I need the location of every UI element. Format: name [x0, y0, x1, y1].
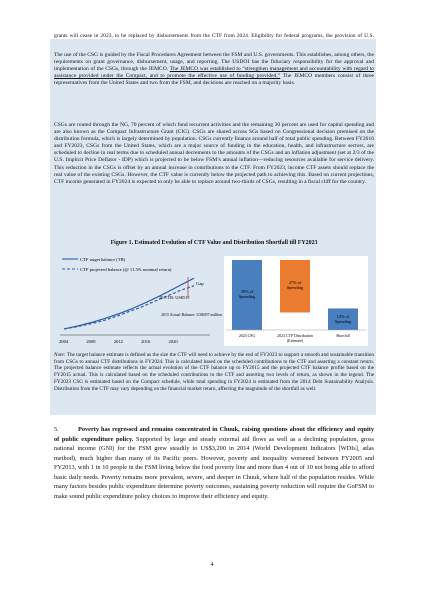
note-text: The target balance estimate is defined as the size the CTF will need to achieve by the end of FY2023 to support a smooth and sustainable transition from CSGs to annual CTF distributions in FY2024. This is calculated based on the scheduled contributions to the CTF and asserting a constant return. The projected balance estimate reflects the actual evolution of the CTF balance up to FY2015 and the projected CTF balance profile based on the FY2015 actual. This is calculated based on the scheduled contributions to the CTF and asserting two levels of return, as shown in the legend. The FY2023 CSG is estimated based on the Compact schedule, while total spending in FY2024 is estimated from the 2014 Debt Sustainability Analysis. Distribution from the CTF may vary depending on the financial market return, affecting the magnitude of the shortfall as well.: [54, 352, 374, 392]
x-tick-label: 2016: [141, 339, 151, 344]
paragraph-fiscal-procedures: [54, 52, 374, 87]
paragraph-grants-cease: grants will cease in 2023, to be replaced by disbursements from the CTF from 2024. Eligibility for federal programs, the provision of U.S.: [54, 33, 374, 39]
x-tick-label: 2008: [86, 339, 96, 344]
target-annotation: 20.5 TB: US$519: [159, 295, 190, 300]
category-label-2024-ctf: 2024 CTF Distribution: [277, 334, 313, 338]
bar-shortfall-label: 12% of: [336, 314, 350, 320]
bar-shortfall-label-2: Spending: [334, 319, 352, 325]
bar-2023-csg-label: 39% of: [240, 289, 254, 294]
legend-target-label: CTF target balance (TB): [80, 257, 126, 262]
bar-2024-ctf-label-2: Spending: [286, 285, 304, 291]
category-label-2024-ctf-2: (Estimate): [286, 339, 304, 343]
section-body: Supported by large and steady external aid flows as well as a declining population, gross national income (GNI) for the FSM grew steadily to US$3,200 in 2014 (World Development Indicators [WDIs], atlas method), much higher than many of its Pacific peers. However, poverty and inequality worsened between FY2005 and FY2013, with 1 in 10 people in the FSM living below the food poverty line and more than 4 out of 10 not being able to afford basic daily needs. Poverty remains more prevalent, severe, and deeper in Chuuk, where half of the population resides. While many factors besides public expenditure determine poverty outcomes, sustaining poverty reduction will require the GoFSM to make sound public expenditure policy choices to improve their efficiency and equity.: [54, 435, 374, 500]
x-tick-label: 2012: [113, 339, 123, 344]
section-heading: Poverty has regressed and remains concentrated in Chuuk, raising questions about the efficiency and equity of public expenditure policy.: [54, 426, 374, 443]
bar-2024-ctf-label: 27% of: [288, 280, 302, 286]
ctf-balance-line-chart: [56, 253, 223, 347]
jemco-quote: The JEMCO was established to “strengthen management and accountability with regard to assistance provided under the Compact, and to promote the effective use of funding provided.”: [54, 66, 374, 80]
legend-projected-label: CTF projected balance (@ 11.5% nominal return): [80, 267, 172, 272]
paragraph-section-5: [54, 425, 374, 501]
page-number: 4: [210, 562, 214, 568]
gap-annotation: Gap: [196, 281, 204, 286]
section-number: 5.: [54, 426, 59, 433]
note-label: Note:: [54, 352, 66, 358]
bar-2023-csg-label-2: Spending: [238, 294, 256, 299]
jemco-members-text: The JEMCO members consist of three representatives from the United States and two from the FSM, and decisions are reached on a majority basis.: [54, 73, 374, 87]
fiscal-procedures-text: The use of the CSG is guided by the Fiscal Procedures Agreement between the FSM and U.S. governments. This establishes, among others, the requirements on grant governance, disbursement, usage, and reporting. The USDOI has the fiduciary responsibility for the approval and implementation of the CSGs, through the JEMCO.: [54, 52, 374, 73]
paragraph-csg-routing: CSGs are routed through the NG, 70 percent of which fund recurrent activities and the remaining 30 percent are used for capital spending and are also known as the Compact Infrastructure Grant (CIG). CSGs are shared across SGs based on Congressional decision premised on the distribution formula, which is largely determined by population. CSGs currently finance around half of total public spending. Between FY2016 and FY2023, CSGs from the United States, which are a major source of funding in the education, health, and infrastructure sectors, are scheduled to decline in real terms due to scheduled annual decrements to the amounts of the CSGs and an inflation adjustment (set at 2/3 of the U.S. Implicit Price Deflator - IDP) which is projected to be below FSM’s annual inflation—reducing resources available for service delivery. This reduction in the CSGs is offset by an annual increase in contributions to the CTF. From FY2023, income CTF assets should replace the real value of the existing CSGs. However, the CTF value is currently below the projected path to achieving this. Based on current projections, CTF income generated in FY2024 is expected to only be able to replace around two-thirds of CSGs, resulting in a fiscal cliff for the country.: [54, 122, 374, 185]
figure-note: [54, 352, 374, 392]
category-label-2023-csg: 2023 CSG: [238, 334, 256, 338]
x-tick-label: 2020: [168, 339, 178, 344]
actual-balance-annotation: 2015 Actual Balance: US$397 million: [161, 312, 223, 317]
ctf-shortfall-bar-chart: [224, 256, 368, 346]
figure-title: Figure 1. Estimated Evolution of CTF Value and Distribution Shortfall till FY2023: [110, 240, 318, 246]
category-label-shortfall: Shortfall: [336, 334, 350, 338]
x-tick-label: 2004: [59, 339, 69, 344]
